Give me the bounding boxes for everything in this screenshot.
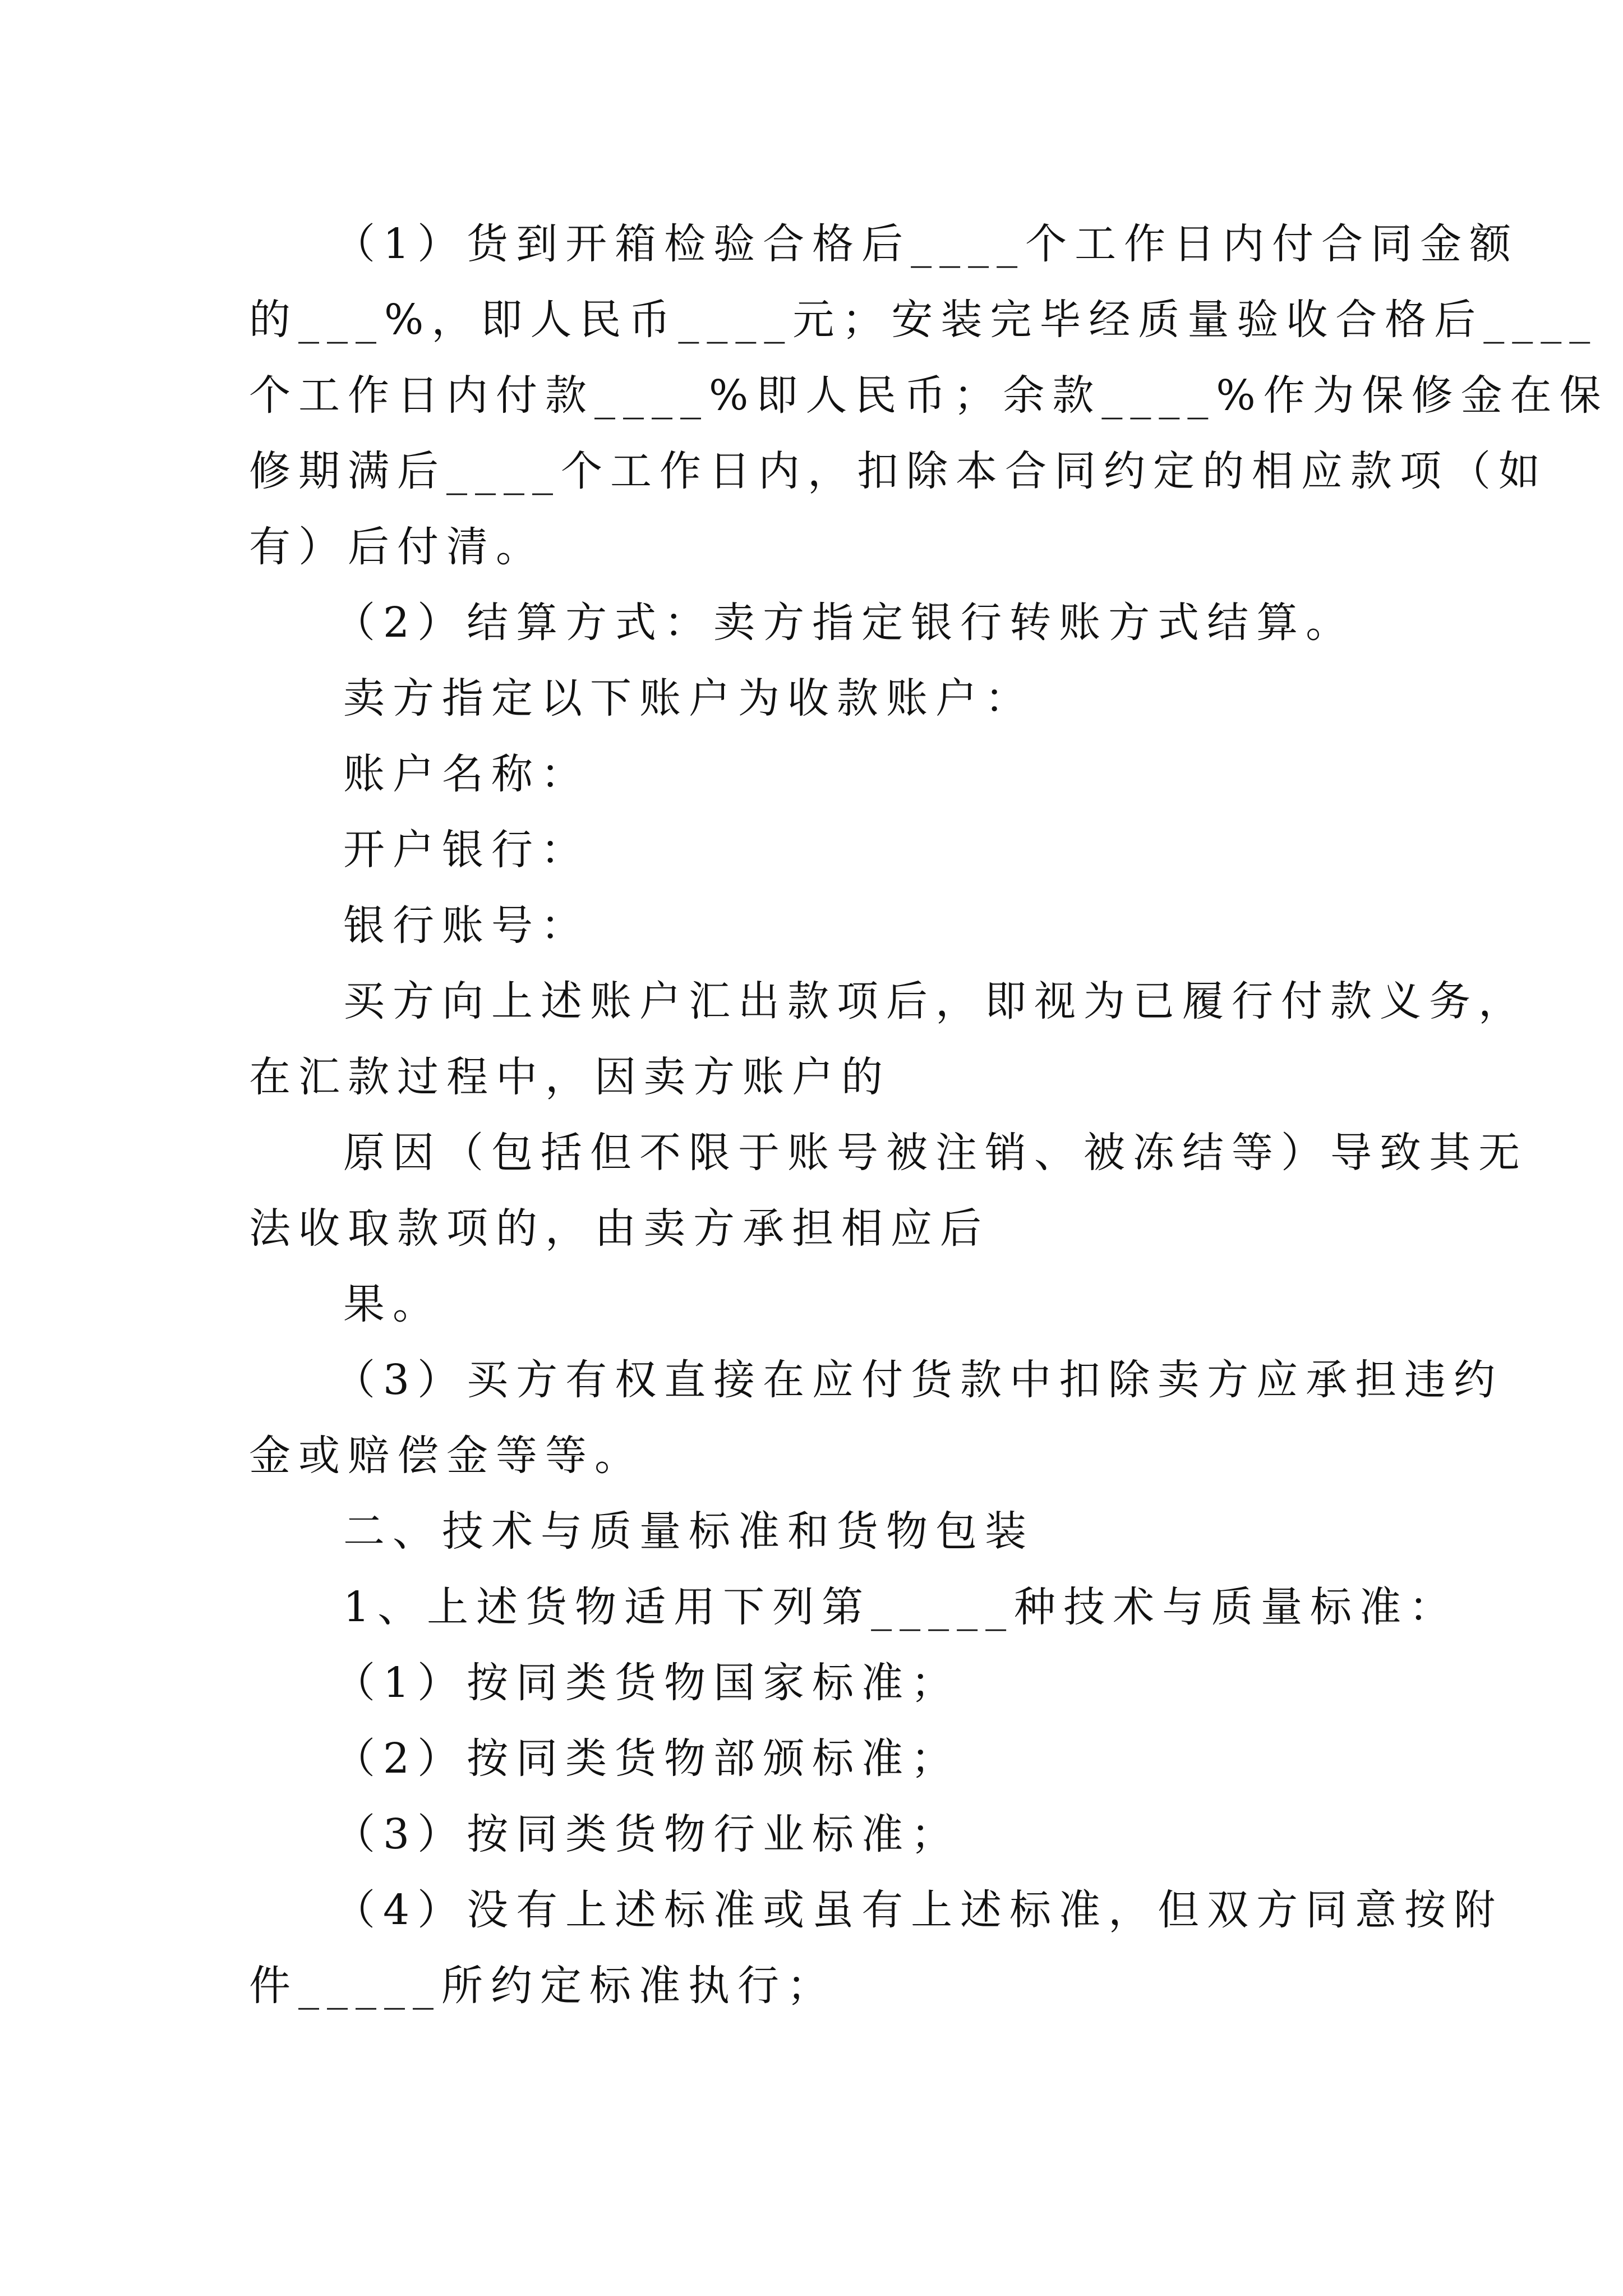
paragraph-line: 修期满后____个工作日内，扣除本合同约定的相应款项（如 [249,447,1548,495]
paragraph-line: 卖方指定以下账户为收款账户： [343,674,1034,723]
paragraph-line: （1）货到开箱检验合格后____个工作日内付合同金额 [334,220,1519,268]
paragraph-line: 1、上述货物适用下列第_____种技术与质量标准： [343,1583,1459,1631]
paragraph-line: （2）结算方式：卖方指定银行转账方式结算。 [334,599,1355,647]
paragraph-line: 果。 [343,1280,442,1328]
paragraph-line: 银行账号： [343,901,590,950]
paragraph-line: 原因（包括但不限于账号被注销、被冻结等）导致其无 [343,1129,1528,1177]
paragraph-line: 个工作日内付款____%即人民币；余款____%作为保修金在保 [249,371,1609,420]
paragraph-line: 在汇款过程中，因卖方账户的 [249,1053,891,1101]
list-item: （4）没有上述标准或虽有上述标准，但双方同意按附 [334,1886,1504,1934]
list-item: （1）按同类货物国家标准； [334,1659,961,1707]
list-item: （2）按同类货物部颁标准； [334,1734,961,1783]
paragraph-line: 的___%，即人民币____元；安装完毕经质量验收合格后____ [249,296,1598,344]
paragraph-line: 买方向上述账户汇出款项后，即视为已履行付款义务， [343,977,1528,1025]
paragraph-line: 金或赔偿金等等。 [249,1432,644,1480]
paragraph-line: 有）后付清。 [249,523,545,571]
paragraph-line: 账户名称： [343,750,590,798]
paragraph-line: （3）买方有权直接在应付货款中扣除卖方应承担违约 [334,1356,1504,1404]
paragraph-line: 法收取款项的，由卖方承担相应后 [249,1204,989,1253]
list-item: （3）按同类货物行业标准； [334,1810,961,1858]
paragraph-line: 件_____所约定标准执行； [249,1962,836,2010]
section-heading: 二、技术与质量标准和货物包装 [343,1507,1034,1556]
paragraph-line: 开户银行： [343,826,590,874]
